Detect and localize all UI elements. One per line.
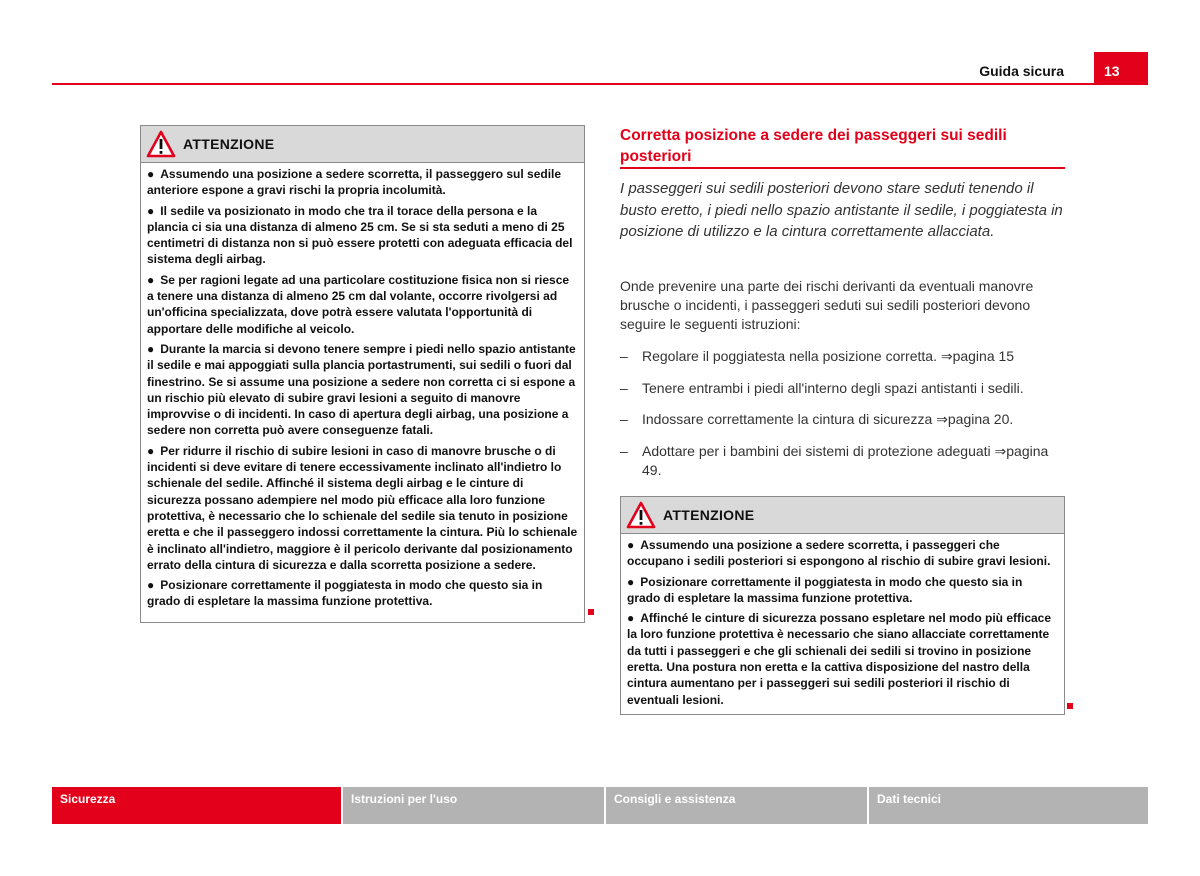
- section-title-rule: [620, 167, 1065, 169]
- footer-tab-sicurezza[interactable]: Sicurezza: [52, 787, 341, 824]
- warning-item: ● Se per ragioni legate ad una particolare costituzione fisica non si riesce a tenere una distanza di almeno 25 cm dal volante, occorre rivolgersi ad un'officina specializzata, dove potrà essere valutata l'opportunità di apportare delle modifiche al veicolo.: [147, 272, 570, 336]
- header-rule: [52, 83, 1148, 85]
- instruction-item: – Adottare per i bambini dei sistemi di protezione adeguati ⇒pagina 49.: [620, 442, 1049, 478]
- warning-list: [621, 534, 1064, 712]
- warning-item: ● Durante la marcia si devono tenere sempre i piedi nello spazio antistante il sedile e mai appoggiati sulla plancia portastrumenti, sui sedili o fuori dal finestrino. Se si assume una posizione a sedere non corretta ci si espone a un rischio più elevato di subire gravi lesioni a seguito di manovre improvvise o di incidenti. In caso di apertura degli airbag, una posizione a sedere non corretta può avere conseguenze fatali.: [147, 341, 576, 438]
- running-header-section: Guida sicura: [979, 63, 1064, 79]
- warning-title: ATTENZIONE: [183, 136, 275, 152]
- footer-nav: [52, 787, 1148, 824]
- warning-triangle-icon: [146, 130, 176, 158]
- section-title: Corretta posizione a sedere dei passeggeri sui sedili posteriori: [620, 127, 1007, 165]
- warning-item: ● Posizionare correttamente il poggiatesta in modo che questo sia in grado di espletare la massima funzione protettiva.: [627, 574, 1023, 605]
- footer-tab-dati-tecnici[interactable]: Dati tecnici: [869, 787, 1148, 824]
- instruction-item: – Tenere entrambi i piedi all'interno degli spazi antistanti i sedili.: [620, 379, 1024, 396]
- warning-item: ● Per ridurre il rischio di subire lesioni in caso di manovre brusche o di incidenti si deve evitare di tenere eccessivamente inclinato all'indietro lo schienale del sedile. Affinché il sistema degli airbag e le cinture di sicurezza possano adempiere nel modo più efficace alla loro funzione protettiva, è necessario che lo schienale del sedile sia tenuto in posizione eretta e che il passeggero indossi correttamente la cintura. Più lo schienale è inclinato all'indietro, maggiore è il pericolo derivante dal posizionamento errato della cintura di sicurezza e dalla scorretta posizione a sedere.: [147, 443, 578, 572]
- warning-header: [141, 126, 584, 163]
- warning-header: [621, 497, 1064, 534]
- section-body: Onde prevenire una parte dei rischi derivanti da eventuali manovre brusche o incidenti, i passeggeri seduti sui sedili posteriori devono seguire le seguenti istruzioni:: [620, 278, 1034, 332]
- warning-box-left: [140, 125, 585, 623]
- instruction-list: [620, 347, 1070, 492]
- footer-tab-istruzioni[interactable]: Istruzioni per l'uso: [343, 787, 604, 824]
- warning-item: ● Assumendo una posizione a sedere scorretta, il passeggero sul sedile anteriore espone a gravi rischi la propria incolumità.: [147, 167, 562, 198]
- warning-list: [141, 163, 584, 614]
- section-intro: I passeggeri sui sedili posteriori devono stare seduti tenendo il busto eretto, i piedi nello spazio antistante il sedile, i poggiatesta in posizione di utilizzo e la cintura correttamente allacciata.: [620, 180, 1063, 240]
- warning-item: ● Il sedile va posizionato in modo che tra il torace della persona e la plancia ci sia una distanza di almeno 25 cm. Se si sta seduti a meno di 25 centimetri di distanza non si può essere protetti con adeguata efficacia del sistema degli airbag.: [147, 203, 573, 267]
- instruction-item: – Regolare il poggiatesta nella posizione corretta. ⇒pagina 15: [620, 348, 1015, 364]
- warning-item: ● Posizionare correttamente il poggiatesta in modo che questo sia in grado di espletare la massima funzione protettiva.: [147, 578, 543, 609]
- end-marker: [588, 609, 594, 615]
- instruction-item: – Indossare correttamente la cintura di sicurezza ⇒pagina 20.: [620, 411, 1014, 427]
- warning-triangle-icon: [626, 501, 656, 529]
- warning-title: ATTENZIONE: [663, 507, 755, 523]
- warning-item: ● Affinché le cinture di sicurezza possano espletare nel modo più efficace la loro funzione protettiva è necessario che siano allacciate correttamente da tutti i passeggeri e che gli schienali dei sedili si trovino in posizione eretta. Una postura non eretta e la cattiva disposizione del nastro della cintura aumentano per i passeggeri sui sedili posteriori il rischio di eventuali lesioni.: [627, 611, 1052, 707]
- warning-box-right: [620, 496, 1065, 715]
- page-number: 13: [1094, 52, 1148, 85]
- end-marker: [1067, 703, 1073, 709]
- footer-tab-consigli[interactable]: Consigli e assistenza: [606, 787, 867, 824]
- warning-item: ● Assumendo una posizione a sedere scorretta, i passeggeri che occupano i sedili posteriori si espongono al rischio di subire gravi lesioni.: [627, 538, 1051, 569]
